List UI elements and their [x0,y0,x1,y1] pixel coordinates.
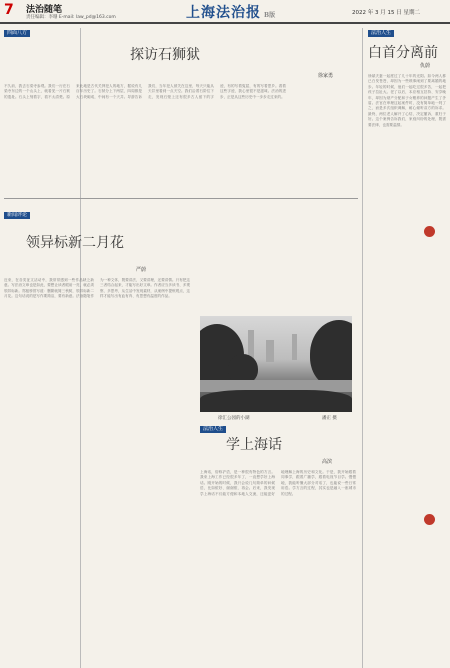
editor-info: 责任编辑：李珊 E-mail: law_pd@163.com [26,15,116,20]
comment-bubble-icon [424,226,435,237]
article-body: 近来，在各类征文活动中，我常常感到一些作品缺乏新意。写法治文章也是如此，要想让读者眼前一亮，就必须领异标新。郑板桥曾写道：删繁就简三秋树，领异标新二月花。这句话说的是写作要简洁，要有新意。法治随笔作为一种文体，既要讲法，又要讲理，还要讲情。只有把这三者结合起来，才能写出好文章。作者应当多读书、多观察、多思考，从生活中发现素材，从案例中提炼观点，这样才能写出有血有肉、有思想有温度的作品。 [4,278,190,299]
column-label: 法治人生 [200,426,226,433]
park-lake-photo [200,316,352,412]
article-body: 徐斌夫妻一起度过了几十年的光阴。如今两人都已白发苍苍，却因为一些琐事闹到了要离婚的地步。年轻的时候，他们一起吃过很多苦，一起把孩子拉扯大。老了以后，本应相互扶持、安享晚年，却因为财产分配和子女赡养的问题产生了矛盾。法官在审理这起案件时，没有简单地一判了之，而是多次组织调解，耐心倾听双方的诉求。最终，两位老人解开了心结，决定撤诉，重归于好。这个案例告诉我们，家庭纠纷的处理，既需要法律，也需要温情。 [368,74,446,127]
column-label: 新闻评论 [4,212,30,219]
masthead-logo: 上海法治报 B版 [186,5,276,21]
section-rule [4,198,358,199]
photo-caption: 徐汇公园的小湖 [218,416,250,421]
column-label: 法治人生 [368,30,394,37]
article-body: 上海话，俗称沪语，是一种很有特色的方言。我来上海工作已经很多年了，一直想学好上海话。刚开始的时候，我只会说几句简单的问候语，比如侬好、谢谢侬、再会。后来，我发现学上海话不仅能方便和本地人交流，还能更好地理解上海的历史和文化。于是，我开始跟着同事学，跟着广播学，跟着电视节目学。慢慢地，我能听懂大部分对话了，也能说一些日常用语。学方言的过程，其实也是融入一座城市的过程。 [200,470,356,496]
article-author: 高滨 [322,459,333,465]
column-label: 四面八方 [4,30,30,37]
article-title: 探访石狮狱 [130,47,200,63]
section-name: 法治随笔 [26,5,63,15]
page-number: 7 [4,2,14,18]
article-title: 领异标新二月花 [26,235,124,251]
article-title: 白首分离前 [368,45,438,61]
article-author: 严蔚 [136,267,147,273]
article-title: 学上海话 [226,437,282,453]
comment-bubble-icon [424,514,435,525]
photo-credit: 潘正 摄 [322,416,337,421]
article-author: 徐家勇 [318,73,334,79]
column-divider [362,28,363,668]
article-author: 仇蔚 [420,63,431,69]
issue-date: 2022 年 3 月 15 日 星期二 [352,10,420,16]
article-body: 不久前，我去石梁寺参观。我们一行在石梁寺东边的一个山头上，就看见一片石狱的遗址。石头上刻着字，看不太清楚。原来此地是古代关押犯人的地方，据说有几百年历史了。石狱分上下两层，四周都是大石块砌成，中间有一个天井。导游告诉我们，当年犯人被关在这里，每天只能从天井里看到一点天空。我们沿着石阶往下走，发现石壁上还有很多古人留下的字迹，有的写着冤屈，有的写着思乡。看着这些字迹，我心里很不是滋味。法治的进步，正是从这些历史中一步步走过来的。 [4,84,286,99]
